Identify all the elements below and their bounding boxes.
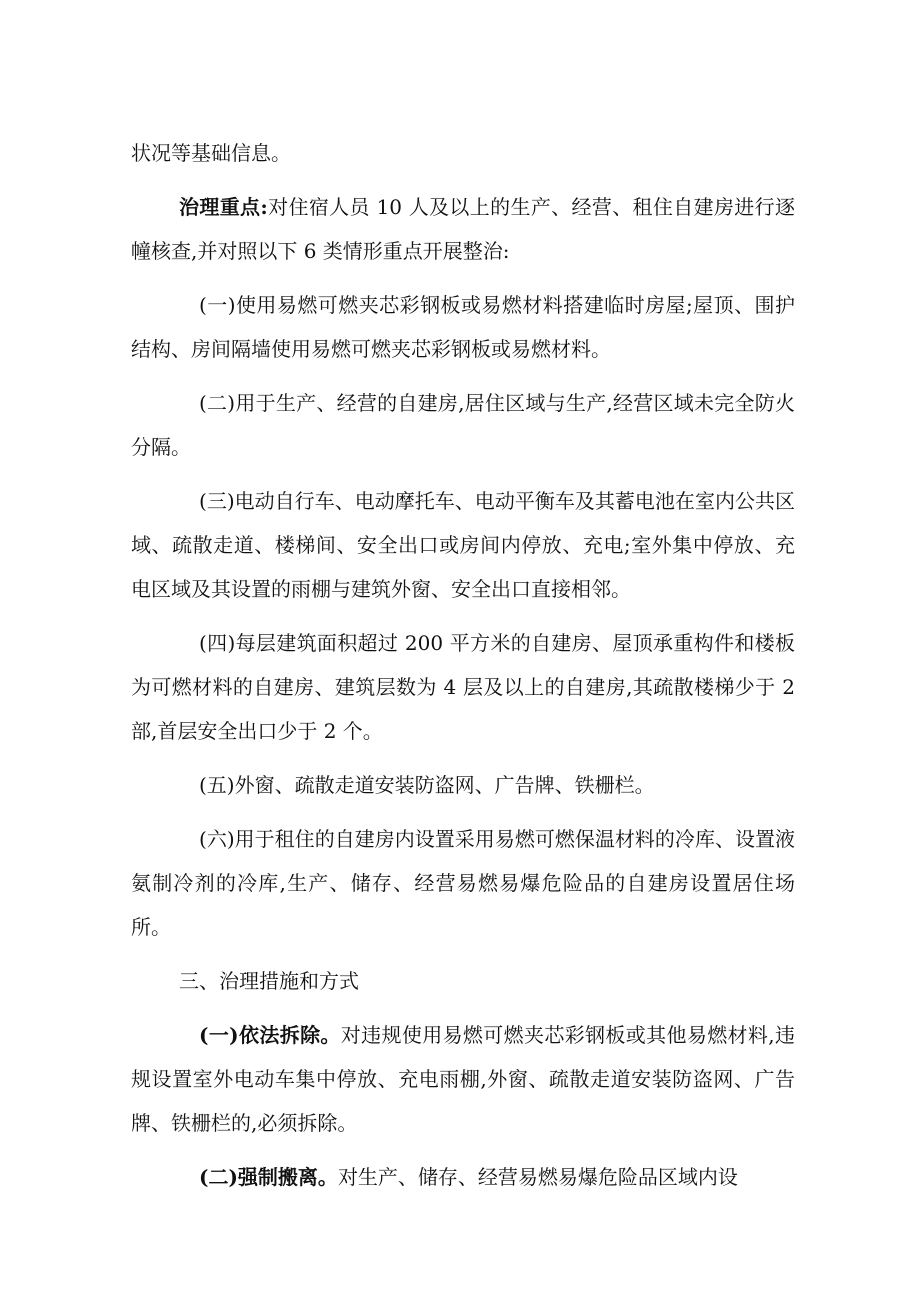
list-item-2: (二)用于生产、经营的自建房,居住区域与生产,经营区域未完全防火分隔。	[131, 391, 795, 459]
section-title-3: 三、治理措施和方式	[179, 969, 359, 993]
focus-text: 对住宿人员 10 人及以上的生产、经营、租住自建房进行逐幢核查,并对照以下 6 类情形重点开展整治:	[131, 195, 795, 263]
measure-item-1	[131, 1013, 795, 1145]
list-item-4: (四)每层建筑面积超过 200 平方米的自建房、屋顶承重构件和楼板为可燃材料的自建房、建筑层数为 4 层及以上的自建房,其疏散楼梯少于 2 部,首层安全出口少于 2 个。	[131, 631, 795, 743]
list-item-6: (六)用于租住的自建房内设置采用易燃可燃保温材料的冷库、设置液氨制冷剂的冷库,生产、储存、经营易燃易爆危险品的自建房设置居住场所。	[131, 827, 795, 939]
measure-2-label: (二)强制搬离。	[199, 1165, 338, 1189]
measure-1-text: 对违规使用易燃可燃夹芯彩钢板或其他易燃材料,违规设置室外电动车集中停放、充电雨棚,外窗、疏散走道安装防盗网、广告牌、铁栅栏的,必须拆除。	[131, 1023, 795, 1135]
paragraph-focus	[131, 185, 795, 273]
list-item-3: (三)电动自行车、电动摩托车、电动平衡车及其蓄电池在室内公共区域、疏散走道、楼梯间、安全出口或房间内停放、充电;室外集中停放、充电区域及其设置的雨棚与建筑外窗、安全出口直接相邻。	[131, 489, 795, 601]
list-item-1: (一)使用易燃可燃夹芯彩钢板或易燃材料搭建临时房屋;屋顶、围护结构、房间隔墙使用易燃可燃夹芯彩钢板或易燃材料。	[131, 293, 795, 361]
paragraph-intro: 状况等基础信息。	[131, 141, 291, 165]
focus-label: 治理重点:	[179, 195, 268, 219]
measure-1-label: (一)依法拆除。	[199, 1023, 341, 1047]
measure-2-text: 对生产、储存、经营易燃易爆危险品区域内设	[337, 1165, 738, 1189]
list-item-5: (五)外窗、疏散走道安装防盗网、广告牌、铁栅栏。	[199, 773, 655, 797]
document-page	[131, 131, 795, 1199]
measure-item-2	[131, 1155, 795, 1199]
